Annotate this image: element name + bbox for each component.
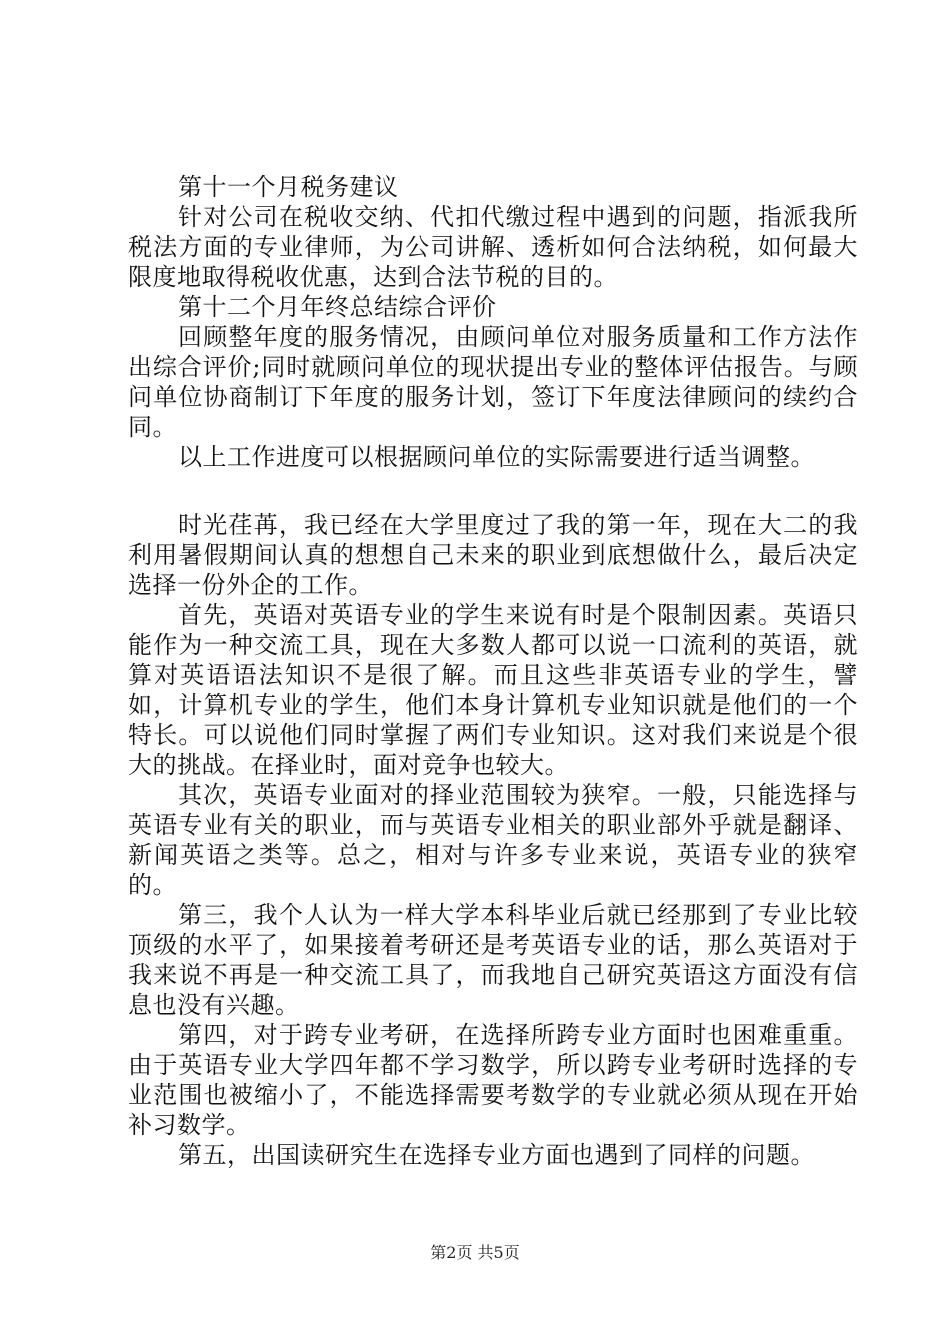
document-body <box>128 172 858 1170</box>
paragraph-third-point: 第三，我个人认为一样大学本科毕业后就已经那到了专业比较顶级的水平了，如果接着考研还是考英语专业的话，那么英语对于我来说不再是一种交流工具了，而我地自己研究英语这方面没有信息也没有兴趣。 <box>128 901 858 1019</box>
paragraph-tax-advice: 针对公司在税收交纳、代扣代缴过程中遇到的问题，指派我所税法方面的专业律师，为公司讲解、透析如何合法纳税，如何最大限度地取得税收优惠，达到合法节税的目的。 <box>128 203 858 291</box>
paragraph-schedule-note: 以上工作进度可以根据顾问单位的实际需要进行适当调整。 <box>178 443 815 471</box>
section-gap <box>128 472 858 510</box>
paragraph-intro: 时光荏苒，我已经在大学里度过了我的第一年，现在大二的我利用暑假期间认真的想想自己未来的职业到底想做什么，最后决定选择一份外企的工作。 <box>128 511 858 599</box>
paragraph-fifth-point: 第五，出国读研究生在选择专业方面也遇到了同样的问题。 <box>178 1141 815 1169</box>
page-number-footer: 第2页 共5页 <box>430 1243 520 1262</box>
paragraph-year-end-review: 回顾整年度的服务情况，由顾问单位对服务质量和工作方法作出综合评价;同时就顾问单位的现状提出专业的整体评估报告。与顾问单位协商制订下年度的服务计划，签订下年度法律顾问的续约合同。 <box>128 323 858 441</box>
section-heading-month-11: 第十一个月税务建议 <box>178 173 399 201</box>
paragraph-first-point: 首先，英语对英语专业的学生来说有时是个限制因素。英语只能作为一种交流工具，现在大多数人都可以说一口流利的英语，就算对英语语法知识不是很了解。而且这些非英语专业的学生，譬如，计算机专业的学生，他们本身计算机专业知识就是他们的一个特长。可以说他们同时掌握了两们专业知识。这对我们来说是个很大的挑战。在择业时，面对竞争也较大。 <box>128 601 858 779</box>
paragraph-second-point: 其次，英语专业面对的择业范围较为狭窄。一般，只能选择与英语专业有关的职业，而与英语专业相关的职业部外乎就是翻译、新闻英语之类等。总之，相对与许多专业来说，英语专业的狭窄的。 <box>128 781 858 899</box>
section-heading-month-12: 第十二个月年终总结综合评价 <box>178 293 497 321</box>
paragraph-fourth-point: 第四，对于跨专业考研，在选择所跨专业方面时也困难重重。由于英语专业大学四年都不学习数学，所以跨专业考研时选择的专业范围也被缩小了，不能选择需要考数学的专业就必须从现在开始补习数学。 <box>128 1021 858 1139</box>
